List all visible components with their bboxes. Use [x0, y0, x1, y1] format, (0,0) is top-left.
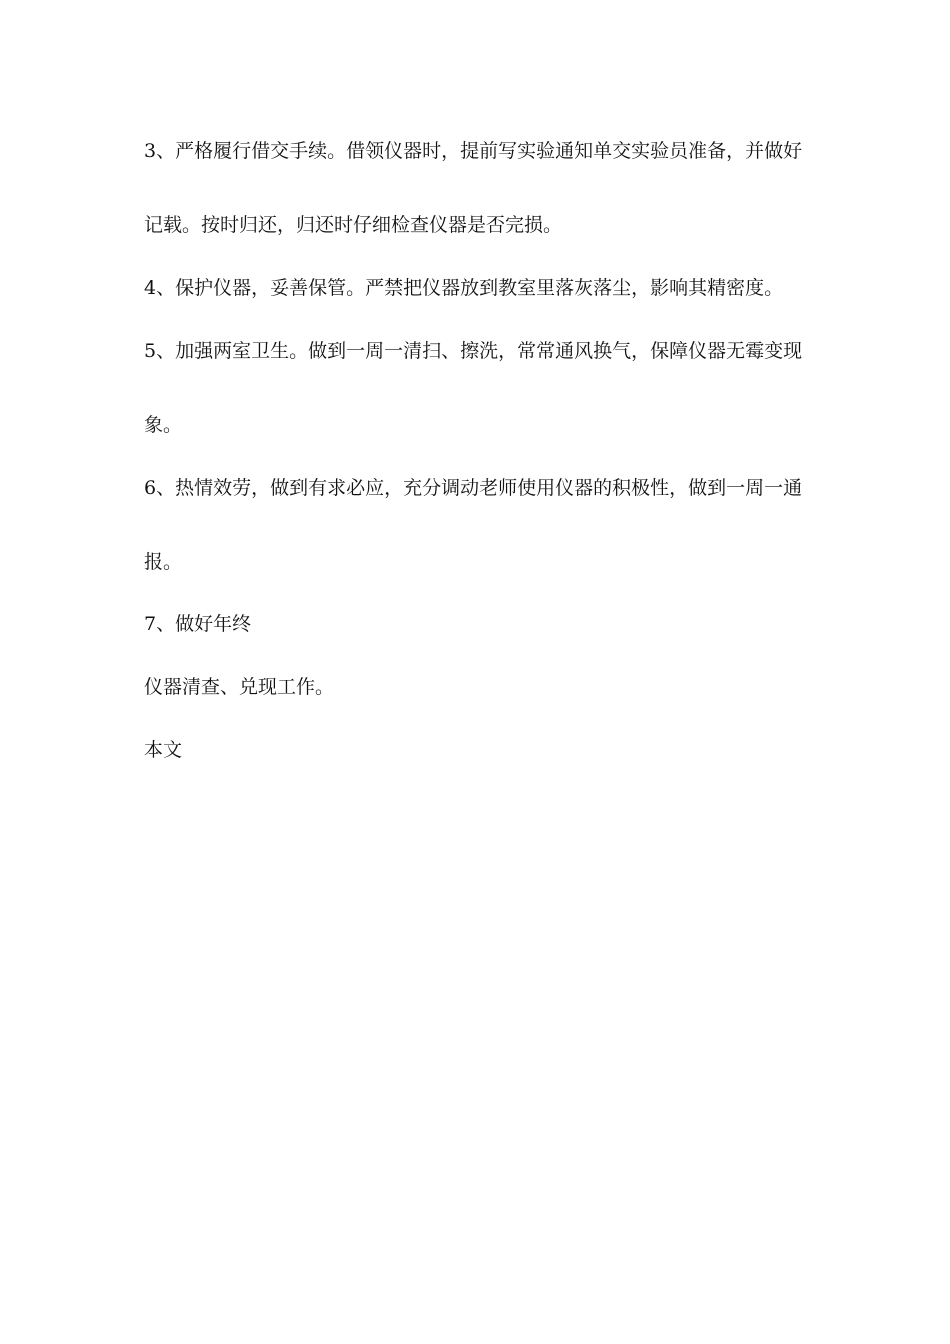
paragraph-3-text: 、严格履行借交手续。借领仪器时，提前写实验通知单交实验员准备，并做好 — [156, 140, 803, 162]
paragraph-3-number: 3 — [144, 140, 157, 162]
paragraph-6-line-2: 报。 — [144, 551, 183, 573]
paragraph-7-number: 7 — [144, 613, 157, 635]
paragraph-4-number: 4 — [144, 277, 157, 299]
paragraph-5-line-2: 象。 — [144, 414, 183, 436]
paragraph-5-text: 、加强两室卫生。做到一周一清扫、擦洗，常常通风换气，保障仪器无霉变现 — [156, 340, 803, 362]
trailing-text: 本文 — [144, 739, 183, 761]
paragraph-7-text: 、做好年终 — [156, 613, 252, 635]
paragraph-3-line-2: 记载。按时归还，归还时仔细检查仪器是否完损。 — [144, 214, 563, 236]
paragraph-6-line-1 — [144, 476, 814, 500]
paragraph-6-text: 、热情效劳，做到有求必应，充分调动老师使用仪器的积极性，做到一周一通 — [156, 477, 803, 499]
paragraph-7-line-2: 仪器清查、兑现工作。 — [144, 676, 335, 698]
paragraph-4-text: 、保护仪器，妥善保管。严禁把仪器放到教室里落灰落尘，影响其精密度。 — [156, 277, 784, 299]
paragraph-7-line-1 — [144, 612, 814, 636]
paragraph-6-number: 6 — [144, 477, 157, 499]
paragraph-5-line-1 — [144, 339, 814, 363]
paragraph-3-line-1 — [144, 139, 814, 163]
paragraph-5-number: 5 — [144, 340, 157, 362]
paragraph-4-line-1 — [144, 276, 814, 300]
